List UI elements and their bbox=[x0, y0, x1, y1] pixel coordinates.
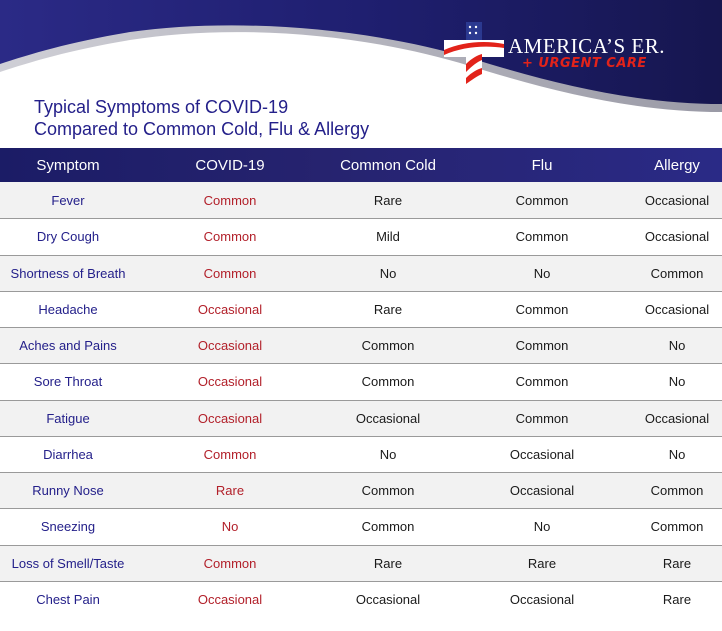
table-row bbox=[0, 400, 722, 436]
flu-cell: Common bbox=[515, 192, 569, 208]
table-row bbox=[0, 255, 722, 291]
cold-cell: Mild bbox=[376, 229, 400, 245]
symptom-cell: Fever bbox=[51, 192, 85, 208]
cold-cell: Common bbox=[361, 374, 415, 390]
allergy-cell: Occasional bbox=[644, 301, 710, 317]
table-row bbox=[0, 291, 722, 327]
covid-cell: Common bbox=[203, 555, 257, 571]
flu-cell: Common bbox=[515, 374, 569, 390]
symptom-table bbox=[0, 148, 722, 617]
table-row bbox=[0, 218, 722, 254]
column-header-allergy: Allergy bbox=[654, 156, 700, 174]
table-row bbox=[0, 327, 722, 363]
page-title bbox=[34, 96, 369, 140]
table-row bbox=[0, 545, 722, 581]
allergy-cell: Common bbox=[650, 519, 704, 535]
header-banner bbox=[0, 0, 722, 148]
flu-cell: Occasional bbox=[509, 483, 575, 499]
brand-subtitle: + URGENT CARE bbox=[522, 56, 647, 71]
brand-logo bbox=[442, 20, 712, 90]
covid-cell: Occasional bbox=[197, 338, 263, 354]
flu-cell: Common bbox=[515, 410, 569, 426]
allergy-cell: Occasional bbox=[644, 229, 710, 245]
table-row bbox=[0, 182, 722, 218]
cold-cell: Occasional bbox=[355, 410, 421, 426]
covid-cell: Occasional bbox=[197, 410, 263, 426]
column-header-flu: Flu bbox=[531, 156, 553, 174]
symptom-cell: Chest Pain bbox=[36, 591, 100, 607]
table-row bbox=[0, 508, 722, 544]
brand-name: AMERICA’S ER. bbox=[508, 34, 666, 58]
covid-cell: Common bbox=[203, 265, 257, 281]
flu-cell: No bbox=[533, 519, 551, 535]
allergy-cell: No bbox=[668, 446, 686, 462]
symptom-cell: Headache bbox=[38, 301, 98, 317]
allergy-cell: No bbox=[668, 338, 686, 354]
allergy-cell: Rare bbox=[662, 555, 692, 571]
flu-cell: Common bbox=[515, 301, 569, 317]
symptom-cell: Loss of Smell/Taste bbox=[11, 555, 125, 571]
covid-cell: Occasional bbox=[197, 591, 263, 607]
column-header-cold: Common Cold bbox=[340, 156, 436, 174]
flu-cell: Common bbox=[515, 229, 569, 245]
table-row bbox=[0, 363, 722, 399]
cold-cell: Rare bbox=[373, 555, 403, 571]
allergy-cell: Common bbox=[650, 483, 704, 499]
cold-cell: Rare bbox=[373, 192, 403, 208]
allergy-cell: Common bbox=[650, 265, 704, 281]
table-header bbox=[0, 148, 722, 182]
symptom-cell: Sore Throat bbox=[33, 374, 103, 390]
symptom-cell: Shortness of Breath bbox=[10, 265, 126, 281]
symptom-cell: Fatigue bbox=[46, 410, 90, 426]
flu-cell: Occasional bbox=[509, 591, 575, 607]
symptom-cell: Sneezing bbox=[40, 519, 96, 535]
title-line-1: Typical Symptoms of COVID-19 bbox=[34, 97, 289, 117]
allergy-cell: Rare bbox=[662, 591, 692, 607]
symptom-cell: Aches and Pains bbox=[19, 338, 117, 354]
cold-cell: No bbox=[379, 446, 397, 462]
cold-cell: Occasional bbox=[355, 591, 421, 607]
symptom-cell: Dry Cough bbox=[36, 229, 100, 245]
allergy-cell: Occasional bbox=[644, 192, 710, 208]
symptom-cell: Diarrhea bbox=[43, 446, 93, 462]
cold-cell: Common bbox=[361, 519, 415, 535]
table-row bbox=[0, 436, 722, 472]
title-line-2: Compared to Common Cold, Flu & Allergy bbox=[34, 119, 370, 139]
cold-cell: Common bbox=[361, 483, 415, 499]
allergy-cell: No bbox=[668, 374, 686, 390]
table-body bbox=[0, 182, 722, 617]
allergy-cell: Occasional bbox=[644, 410, 710, 426]
flag-cross-icon bbox=[442, 20, 506, 88]
cold-cell: Common bbox=[361, 338, 415, 354]
cold-cell: No bbox=[379, 265, 397, 281]
covid-cell: Common bbox=[203, 192, 257, 208]
flu-cell: Occasional bbox=[509, 446, 575, 462]
symptom-cell: Runny Nose bbox=[32, 483, 104, 499]
cold-cell: Rare bbox=[373, 301, 403, 317]
flu-cell: Common bbox=[515, 338, 569, 354]
table-row bbox=[0, 581, 722, 617]
covid-cell: Common bbox=[203, 446, 257, 462]
covid-cell: Common bbox=[203, 229, 257, 245]
covid-cell: Occasional bbox=[197, 301, 263, 317]
column-header-covid: COVID-19 bbox=[195, 156, 265, 174]
table-row bbox=[0, 472, 722, 508]
flu-cell: No bbox=[533, 265, 551, 281]
covid-cell: Occasional bbox=[197, 374, 263, 390]
covid-cell: No bbox=[221, 519, 239, 535]
flu-cell: Rare bbox=[527, 555, 557, 571]
covid-cell: Rare bbox=[215, 483, 245, 499]
column-header-symptom: Symptom bbox=[36, 156, 100, 174]
